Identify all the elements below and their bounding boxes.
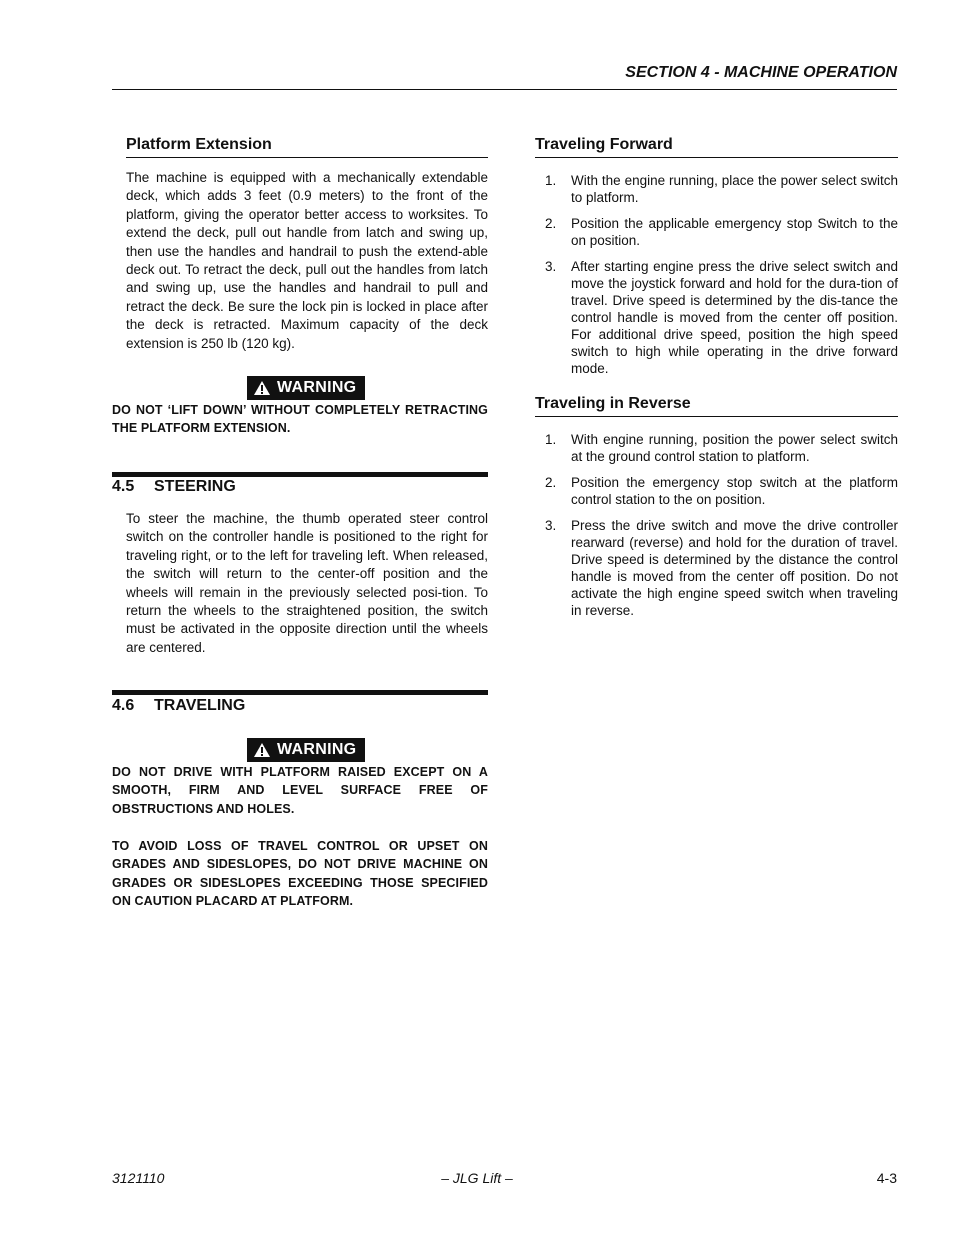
- warning-badge: [247, 738, 365, 762]
- list-item: 2. Position the emergency stop switch at the platform control station to the on position.: [545, 475, 898, 507]
- footer-page-number: 4-3: [876, 1170, 897, 1186]
- section-number: 4.5: [112, 478, 135, 495]
- warning-triangle-icon: [253, 380, 271, 396]
- section-number: 4.6: [112, 697, 135, 714]
- traveling-warning-text-2: TO AVOID LOSS OF TRAVEL CONTROL OR UPSET ON GRADES AND SIDESLOPES, DO NOT DRIVE MACHINE ON GRADES OR SIDESLOPES EXCEEDING THOSE SPECIFIED ON CAUTION PLACARD AT PLATFORM.: [112, 839, 488, 909]
- platform-extension-warning-text: DO NOT ‘LIFT DOWN’ WITHOUT COMPLETELY RETRACTING THE PLATFORM EXTENSION.: [112, 403, 488, 436]
- list-item: 2. Position the applicable emergency stop Switch to the on position.: [545, 216, 898, 248]
- list-item: 3. Press the drive switch and move the drive controller rearward (reverse) and hold for the duration of travel. Drive speed is determined by the distance the control handle is moved from the center off position. Do not activate the high engine speed switch when traveling in reverse.: [545, 518, 898, 618]
- steering-body: To steer the machine, the thumb operated steer control switch on the controller handle is positioned to the right for traveling right, or to the left for traveling left. When released, the switch will return to the center-off position and the wheels will remain in the previously selected posi-tion. To return the wheels to the straightened position, the switch must be activated in the opposite direction until the wheels are centered.: [126, 511, 488, 655]
- section-title-steering: [112, 478, 236, 496]
- section-title-text: STEERING: [154, 478, 236, 495]
- platform-extension-body: The machine is equipped with a mechanically extendable deck, which adds 3 feet (0.9 meters) to the front of the platform, giving the operator better access to worksites. To extend the deck, pull out handle from latch and swing up, then use the handles and handrail to push the extend-able deck out. To retract the deck, pull out the handles from latch and swing up, use the handles and handrail to pull and retract the deck. Be sure the lock pin is locked in place after the deck is retracted. Maximum capacity of the deck extension is 250 lb (120 kg).: [126, 170, 488, 351]
- traveling-forward-heading: Traveling Forward: [535, 136, 898, 158]
- list-item: 3. After starting engine press the drive select switch and move the joystick forward and hold for the dura-tion of travel. Drive speed is determined by the dis-tance the control handle is moved from the center off position. For additional drive speed, position the high speed switch to high while operating in the drive forward mode.: [545, 259, 898, 376]
- section-rule: [112, 690, 488, 695]
- traveling-forward-steps: [535, 172, 898, 386]
- traveling-reverse-steps: [535, 431, 898, 628]
- list-item: 1. With the engine running, place the power select switch to platform.: [545, 173, 898, 205]
- traveling-warning-text-1: DO NOT DRIVE WITH PLATFORM RAISED EXCEPT ON A SMOOTH, FIRM AND LEVEL SURFACE FREE OF OBSTRUCTIONS AND HOLES.: [112, 765, 488, 816]
- platform-extension-heading: Platform Extension: [126, 136, 488, 158]
- section-rule: [112, 472, 488, 477]
- traveling-reverse-heading: Traveling in Reverse: [535, 395, 898, 417]
- warning-triangle-icon: [253, 742, 271, 758]
- warning-label: WARNING: [277, 741, 357, 758]
- header-rule: [112, 89, 897, 90]
- warning-badge: [247, 376, 365, 400]
- footer-doc-number: 3121110: [112, 1170, 165, 1186]
- warning-label: WARNING: [277, 379, 357, 396]
- section-title-traveling: [112, 697, 245, 715]
- section-header-title: SECTION 4 - MACHINE OPERATION: [625, 64, 897, 81]
- section-title-text: TRAVELING: [154, 697, 246, 714]
- list-item: 1. With engine running, position the power select switch at the ground control station to platform.: [545, 432, 898, 464]
- footer-center: – JLG Lift –: [441, 1170, 513, 1186]
